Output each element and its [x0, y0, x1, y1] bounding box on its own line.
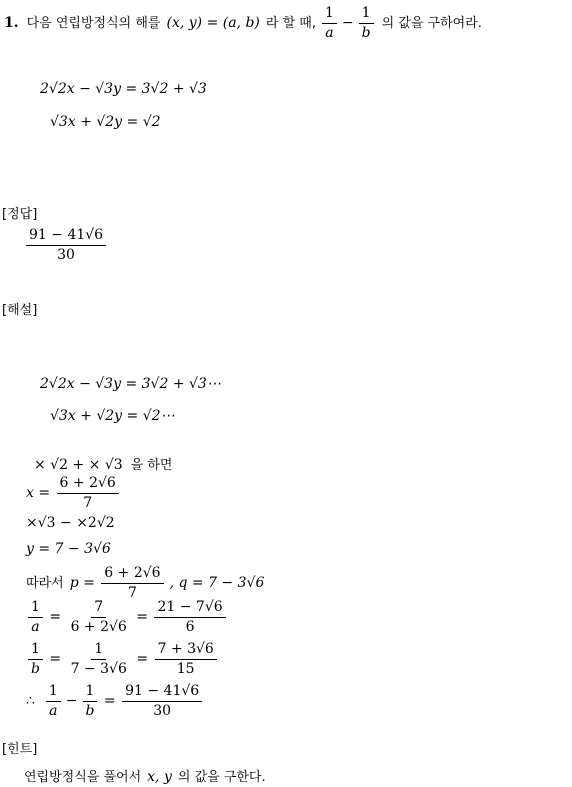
solution-equation-2: √3x + √2y = √2⋯	[50, 408, 175, 424]
problem-statement-post: 의 값을 구하여라.	[381, 15, 482, 31]
hint-text: 연립방정식을 풀어서 x, y 의 값을 구한다.	[24, 769, 266, 785]
solution-x-value: x = $\frac{6 + 2√6}{7}$	[26, 476, 121, 510]
solution-therefore-pq: 따라서 p = $\frac{6 + 2√6}{7}$ , q = 7 − 3√6	[26, 565, 265, 601]
hint-label: [힌트]	[2, 742, 38, 757]
solution-inverse-a: $\frac{1}{a}$ = $\frac{7}{6 + 2√6}$ = $\frac{21 - 7√6}{6}$	[26, 600, 228, 634]
answer-fraction: $\frac{91 - 41√6}{30}$	[24, 228, 108, 262]
frac-one-over-a: $\frac{1}{a}$	[322, 6, 337, 40]
answer-label: [정답]	[2, 207, 38, 222]
problem-xy: (x, y) = (a, b)	[166, 15, 260, 32]
solution-final: ∴ $\frac{1}{a}$ − $\frac{1}{b}$ = $\frac{91 - 41√6}{30}$	[26, 684, 204, 718]
solution-equation-1: 2√2x − √3y = 3√2 + √3⋯	[40, 376, 221, 392]
frac-one-over-b: $\frac{1}{b}$	[359, 6, 374, 40]
solution-multiply-step: × √2 + × √3 을 하면	[34, 457, 173, 473]
solution-label: [해설]	[2, 303, 38, 318]
problem-equation-2: √3x + √2y = √2	[50, 114, 161, 130]
problem-statement-pre: 다음 연립방정식의 해를	[26, 15, 161, 31]
solution-inverse-b: $\frac{1}{b}$ = $\frac{1}{7 - 3√6}$ = $\frac{7 + 3√6}{15}$	[26, 642, 219, 676]
solution-multiply-step-2: ×√3 − ×2√2	[26, 515, 115, 531]
solution-y-value: y = 7 − 3√6	[26, 541, 111, 557]
problem-number: 1.	[4, 15, 19, 32]
problem-equation-1: 2√2x − √3y = 3√2 + √3	[40, 81, 207, 97]
problem-header: 1. 다음 연립방정식의 해를 (x, y) = (a, b) 라 할 때, $\frac{1}{a}$ − $\frac{1}{b}$ 의 값을 구하여라.	[4, 5, 482, 41]
problem-statement-mid: 라 할 때,	[265, 15, 316, 31]
therefore-icon: ∴	[26, 693, 35, 710]
